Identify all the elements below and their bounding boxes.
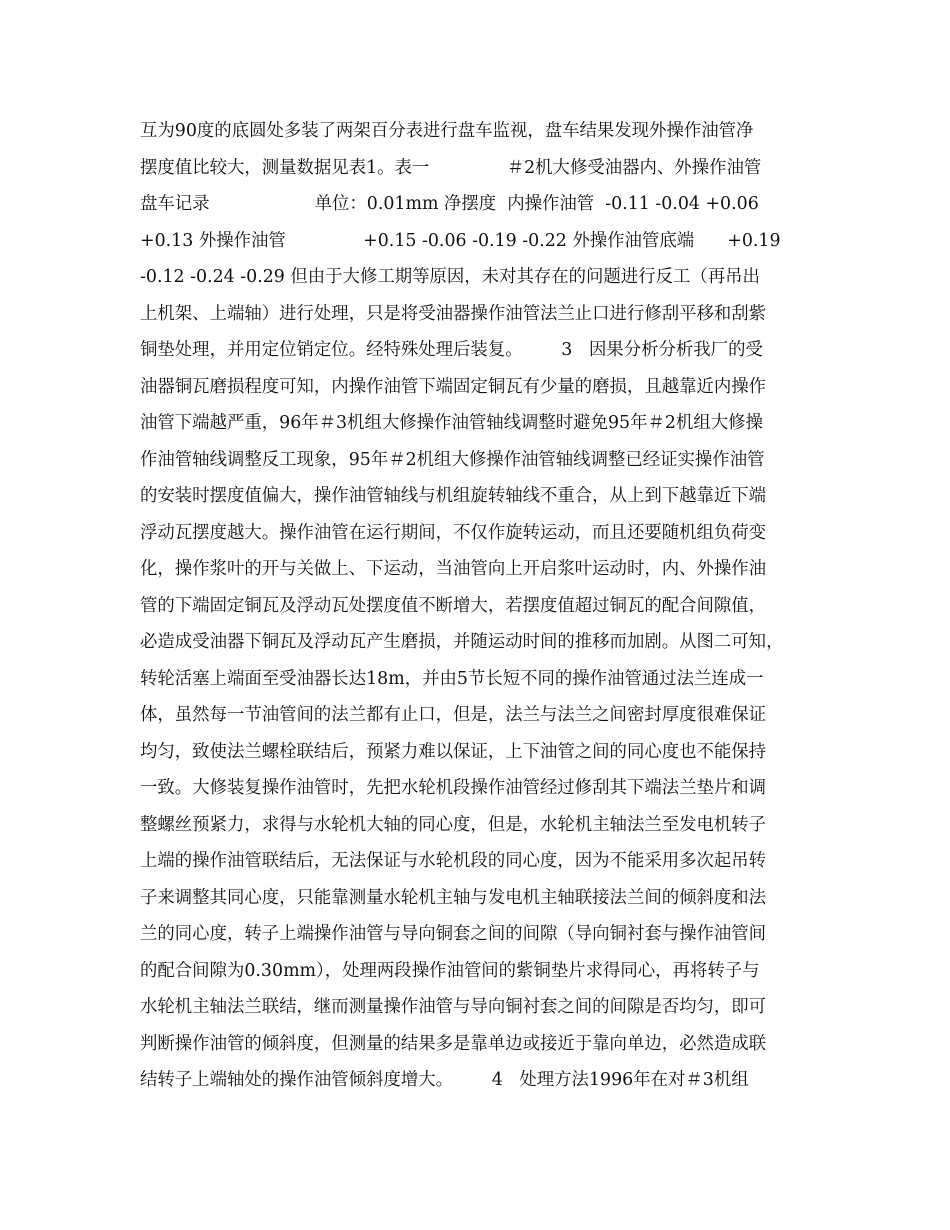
- text-line: 整螺丝预紧力，求得与水轮机大轴的同心度，但是，水轮机主轴法兰至发电机转子: [140, 814, 767, 835]
- text-line: 的安装时摆度值偏大，操作油管轴线与机组旋转轴线不重合，从上到下越靠近下端: [140, 486, 767, 506]
- text-line: 均匀，致使法兰螺栓联结后，预紧力难以保证，上下油管之间的同心度也不能保持: [140, 741, 767, 762]
- text-line: 作油管轴线调整反工现象，95年＃2机组大修操作油管轴线调整已经证实操作油管: [140, 449, 765, 470]
- text-line: 判断操作油管的倾斜度，但测量的结果多是靠单边或接近于靠向单边，必然造成联: [140, 1033, 767, 1054]
- text-line: 化，操作浆叶的开与关做上、下运动，当油管向上开启浆叶运动时，内、外操作油: [140, 559, 767, 579]
- body-text: [140, 113, 820, 1099]
- text-line: 结转子上端轴处的操作油管倾斜度增大。 4 处理方法1996年在对＃3机组: [140, 1070, 749, 1090]
- text-line: 兰的同心度，转子上端操作油管与导向铜套之间的间隙（导向铜衬套与操作油管间: [140, 924, 767, 944]
- text-line: 的配合间隙为0.30mm），处理两段操作油管间的紫铜垫片求得同心，再将转子与: [140, 960, 760, 981]
- text-line: +0.13 外操作油管 +0.15 -0.06 -0.19 -0.22 外操作油管底端 +0.19: [140, 230, 781, 251]
- text-line: 管的下端固定铜瓦及浮动瓦处摆度值不断增大，若摆度值超过铜瓦的配合间隙值，: [140, 595, 767, 616]
- text-line: 油管下端越严重，96年＃3机组大修操作油管轴线调整时避免95年＃2机组大修操: [140, 413, 763, 433]
- text-line: 油器铜瓦磨损程度可知，内操作油管下端固定铜瓦有少量的磨损，且越靠近内操作: [140, 376, 767, 397]
- text-line: 浮动瓦摆度越大。操作油管在运行期间，不仅作旋转运动，而且还要随机组负荷变: [140, 522, 767, 543]
- text-line: 子来调整其同心度，只能靠测量水轮机主轴与发电机主轴联接法兰间的倾斜度和法: [140, 887, 767, 908]
- text-line: 一致。大修装复操作油管时，先把水轮机段操作油管经过修刮其下端法兰垫片和调: [140, 778, 767, 798]
- text-line: 上机架、上端轴）进行处理，只是将受油器操作油管法兰止口进行修刮平移和刮紫: [140, 303, 767, 324]
- text-line: -0.12 -0.24 -0.29 但由于大修工期等原因，未对其存在的问题进行反工（再吊出: [140, 267, 760, 287]
- text-line: 水轮机主轴法兰联结，继而测量操作油管与导向铜衬套之间的间隙是否均匀，即可: [140, 997, 767, 1017]
- text-line: 盘车记录 单位：0.01mm 净摆度 内操作油管 -0.11 -0.04 +0.06: [140, 194, 759, 214]
- text-line: 必造成受油器下铜瓦及浮动瓦产生磨损，并随运动时间的推移而加剧。从图二可知，: [140, 632, 784, 652]
- text-line: 上端的操作油管联结后，无法保证与水轮机段的同心度，因为不能采用多次起吊转: [140, 851, 767, 871]
- text-line: 体，虽然每一节油管间的法兰都有止口，但是，法兰与法兰之间密封厚度很难保证: [140, 705, 767, 725]
- text-line: 转轮活塞上端面至受油器长达18m，并由5节长短不同的操作油管通过法兰连成一: [140, 668, 764, 689]
- text-line: 互为90度的底圆处多装了两架百分表进行盘车监视，盘车结果发现外操作油管净: [140, 121, 754, 141]
- text-line: 摆度值比较大，测量数据见表1。表一 ＃2机大修受油器内、外操作油管: [140, 157, 762, 178]
- text-line: 铜垫处理，并用定位销定位。经特殊处理后装复。 3 因果分析分析我厂的受: [140, 340, 763, 360]
